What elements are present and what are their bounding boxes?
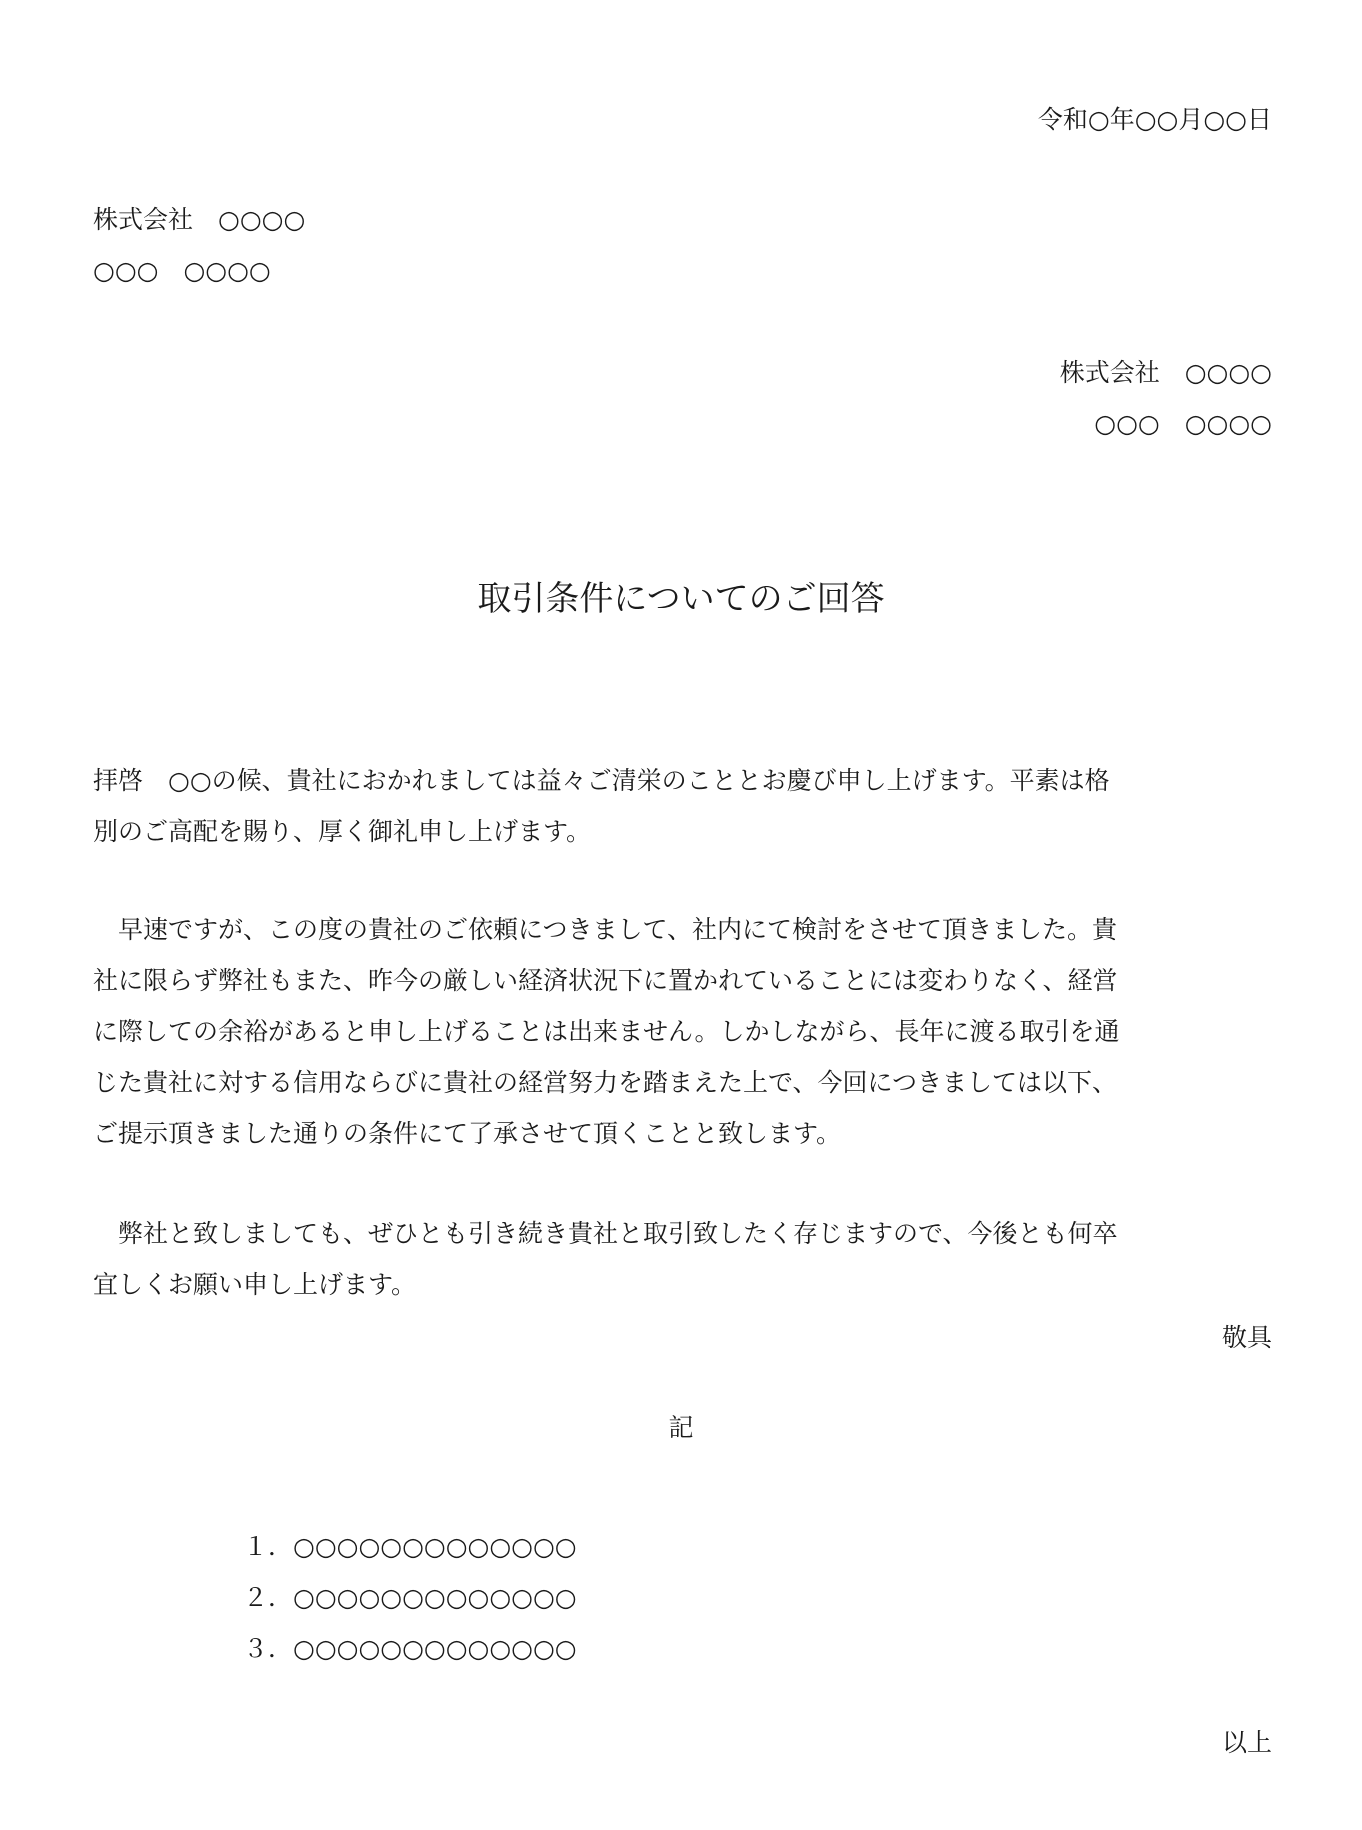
paragraph-line: に際しての余裕があると申し上げることは出来ません。しかしながら、長年に渡る取引を通 [93, 1017, 1120, 1046]
item-list [243, 1521, 577, 1674]
paragraph-line: ご提示頂きました通りの条件にて了承させて頂くことと致します。 [93, 1119, 842, 1148]
paragraph-line: 弊社と致しましても、ぜひとも引き続き貴社と取引致したく存じますので、今後とも何卒 [93, 1219, 1118, 1248]
ki-heading: 記 [668, 1413, 694, 1442]
paragraph-line: 早速ですが、この度の貴社のご依頼につきまして、社内にて検討をさせて頂きました。貴 [93, 915, 1118, 944]
letter-date: 令和○年○○月○○日 [1037, 105, 1272, 134]
recipient-person: ○○○ ○○○○ [93, 256, 271, 285]
list-item: ２．○○○○○○○○○○○○○ [243, 1583, 577, 1612]
document-title: 取引条件についてのご回答 [477, 579, 885, 619]
paragraph-line: じた貴社に対する信用ならびに貴社の経営努力を踏まえた上で、今回につきましては以下、 [93, 1068, 1118, 1097]
paragraph-greeting [93, 755, 1283, 857]
paragraph-line: 拝啓 ○○の候、貴社におかれましては益々ご清栄のこととお慶び申し上げます。平素は格 [93, 766, 1110, 795]
closing-keigu: 敬具 [1221, 1323, 1272, 1352]
recipient-company: 株式会社 ○○○○ [93, 205, 306, 234]
paragraph-request [93, 1208, 1283, 1310]
list-item: １．○○○○○○○○○○○○○ [243, 1532, 577, 1561]
sender-company: 株式会社 ○○○○ [1059, 358, 1272, 387]
paragraph-body [93, 904, 1283, 1159]
sender-person: ○○○ ○○○○ [1094, 409, 1272, 438]
list-item: ３．○○○○○○○○○○○○○ [243, 1634, 577, 1663]
ending-ijou: 以上 [1221, 1728, 1272, 1757]
paragraph-line: 宜しくお願い申し上げます。 [93, 1270, 417, 1299]
paragraph-line: 社に限らず弊社もまた、昨今の厳しい経済状況下に置かれていることには変わりなく、経営 [93, 966, 1118, 995]
paragraph-line: 別のご高配を賜り、厚く御礼申し上げます。 [93, 817, 592, 846]
